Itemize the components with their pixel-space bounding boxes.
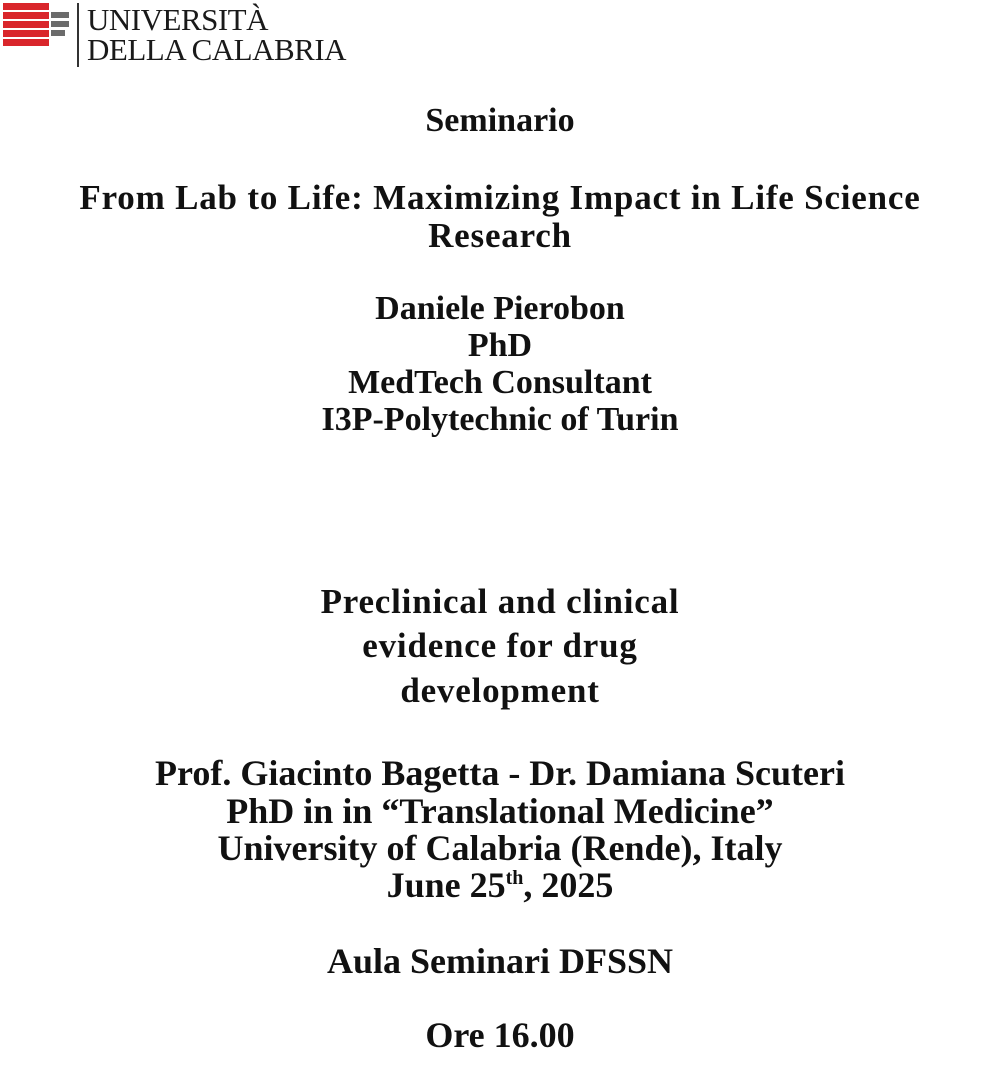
university-logo (3, 3, 348, 67)
event-date-year: , 2025 (523, 865, 614, 905)
speaker-role: MedTech Consultant (348, 364, 652, 401)
organizers: Prof. Giacinto Bagetta - Dr. Damiana Scuteri (155, 753, 845, 793)
event-date-ordinal: th (505, 867, 524, 889)
logo-line-1: UNIVERSITÀ (87, 2, 268, 37)
event-date-day: June 25 (386, 865, 506, 905)
speaker-degree: PhD (467, 327, 533, 364)
speaker-affiliation: I3P-Polytechnic of Turin (321, 401, 679, 438)
seminar-2-title-line-3: development (400, 671, 600, 710)
seminar-1-title-line-1: From Lab to Life: Maximizing Impact in Life Science (79, 178, 921, 217)
seminar-2-title-line-2: evidence for drug (362, 626, 638, 665)
event-location: Aula Seminari DFSSN (326, 941, 674, 981)
logo-line-2: DELLA CALABRIA (87, 32, 347, 67)
event-type: Seminario (425, 102, 575, 139)
phd-program: PhD in in “Translational Medicine” (226, 791, 774, 831)
event-date (0, 866, 1000, 904)
university-emblem-icon (3, 3, 71, 47)
seminar-2-title-line-1: Preclinical and clinical (320, 582, 680, 621)
speaker-name: Daniele Pierobon (375, 290, 625, 327)
university-location: University of Calabria (Rende), Italy (217, 828, 783, 868)
seminar-1-title-line-2: Research (428, 216, 572, 255)
logo-divider (77, 3, 79, 67)
logo-wordmark (87, 2, 347, 67)
event-time: Ore 16.00 (425, 1015, 575, 1055)
